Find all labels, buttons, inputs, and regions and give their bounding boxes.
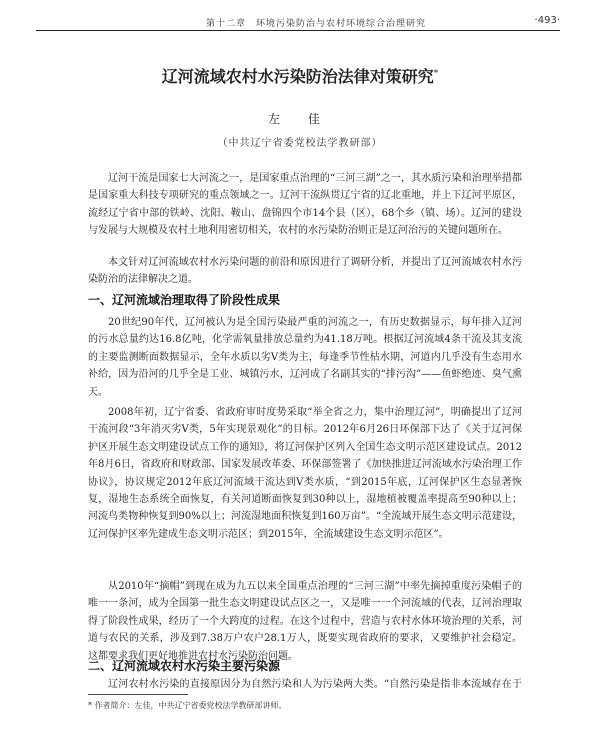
section2-paragraph-1: 辽河农村水污染的直接原因分为自然污染和人为污染两大类。“自然污染是指非本流域存在于 bbox=[108, 679, 522, 690]
author-footnote: * 作者简介：左佳，中共辽宁省委党校法学教研部讲师。 bbox=[88, 701, 287, 710]
running-header bbox=[36, 14, 560, 31]
author-affiliation: （中共辽宁省委党校法学教研部） bbox=[217, 138, 383, 149]
section-heading-2: 二、辽河流域农村水污染主要污染源 bbox=[88, 659, 281, 673]
chapter-title: 第十二章 环境污染防治与农村环境综合治理研究 bbox=[206, 19, 427, 29]
author-name: 左 佳 bbox=[268, 112, 332, 126]
footnote-divider bbox=[88, 694, 188, 695]
section-heading-1: 一、辽河流域治理取得了阶段性成果 bbox=[88, 293, 281, 307]
intro-paragraph-2: 本文针对辽河流域农村水污染问题的前沿和原因进行了调研分析，并提出了辽河流域农村水污染防治的法律解决之道。 bbox=[88, 257, 522, 286]
section1-paragraph-2: 2008年初，辽宁省委、省政府审时度势采取“举全省之力，集中治理辽河”，明确提出了辽河干流河段“3年消灭劣V类，5年实现景观化”的目标。2012年6月26日环保部下达了《关于辽河保护区开展生态文明建设试点工作的通知》，将辽河保护区列入全国生态文明示范区建设试点。2012年8月6日，省政府和财政部、国家发展改革委、环保部签署了《加快推进辽河流域水污染治理工作协议》，协议规定2012年底辽河流域干流达到V类水质，“到2015年底，辽河保护区生态显著恢复，湿地生态系统全面恢复，有关河道断面恢复到30种以上，湿地植被覆盖率提高至90种以上；河流鸟类物种恢复到90%以上；河流湿地面积恢复到160万亩”。“全流域开展生态文明示范建设，辽河保护区率先建成生态文明示范区；到2015年，全流域建设生态文明示范区”。 bbox=[88, 407, 522, 540]
section1-paragraph-3: 从2010年“摘帽”到现在成为九五以来全国重点治理的“三河三湖”中率先摘掉重度污染帽子的唯一一条河，成为全国第一批生态文明建设试点区之一，又是唯一一个河流域的代表，辽河治理取得了阶段性成果，经历了一个大跨度的过程。在这个过程中，营造与农村水体环境治理的关系，河道与农民的关系，涉及到7.38万户农户28.1万人，既要实现省政府的要求，又要维护社会稳定。这都要求我们更好地推进农村水污染防治问题。 bbox=[88, 581, 522, 662]
article-title bbox=[0, 64, 600, 87]
section1-paragraph-1: 20世纪90年代，辽河被认为是全国污染最严重的河流之一，有历史数据显示，每年排入辽河的污水总量约达16.8亿吨，化学需氧量排放总量约为41.18万吨。根据辽河流域4条干流及其支流的主要监测断面数据显示，全年水质以劣V类为主，每逢季节性枯水期，河道内几乎没有生态用水补给，因为沿河的几乎全是工业、城镇污水，辽河成了名副其实的“排污沟”——鱼虾绝迹、臭气熏天。 bbox=[88, 317, 522, 398]
title-footnote-mark: * bbox=[433, 68, 439, 79]
page-number: ·493· bbox=[534, 15, 560, 26]
article-title-text: 辽河流域农村水污染防治法律对策研究 bbox=[161, 67, 434, 86]
intro-paragraph-1: 辽河干流是国家七大河流之一，是国家重点治理的“三河三湖”之一，其水质污染和治理举措都是国家重大科技专项研究的重点领域之一。辽河干流纵贯辽宁省的辽北重地，并上下辽河平原区，流经辽宁省中部的铁岭、沈阳、鞍山、盘锦四个市14个县（区），68个乡（镇、场）。辽河的建设与发展与大规模及农村土地利用密切相关，农村的水污染防治则正是辽河治污的关键问题所在。 bbox=[88, 173, 522, 237]
